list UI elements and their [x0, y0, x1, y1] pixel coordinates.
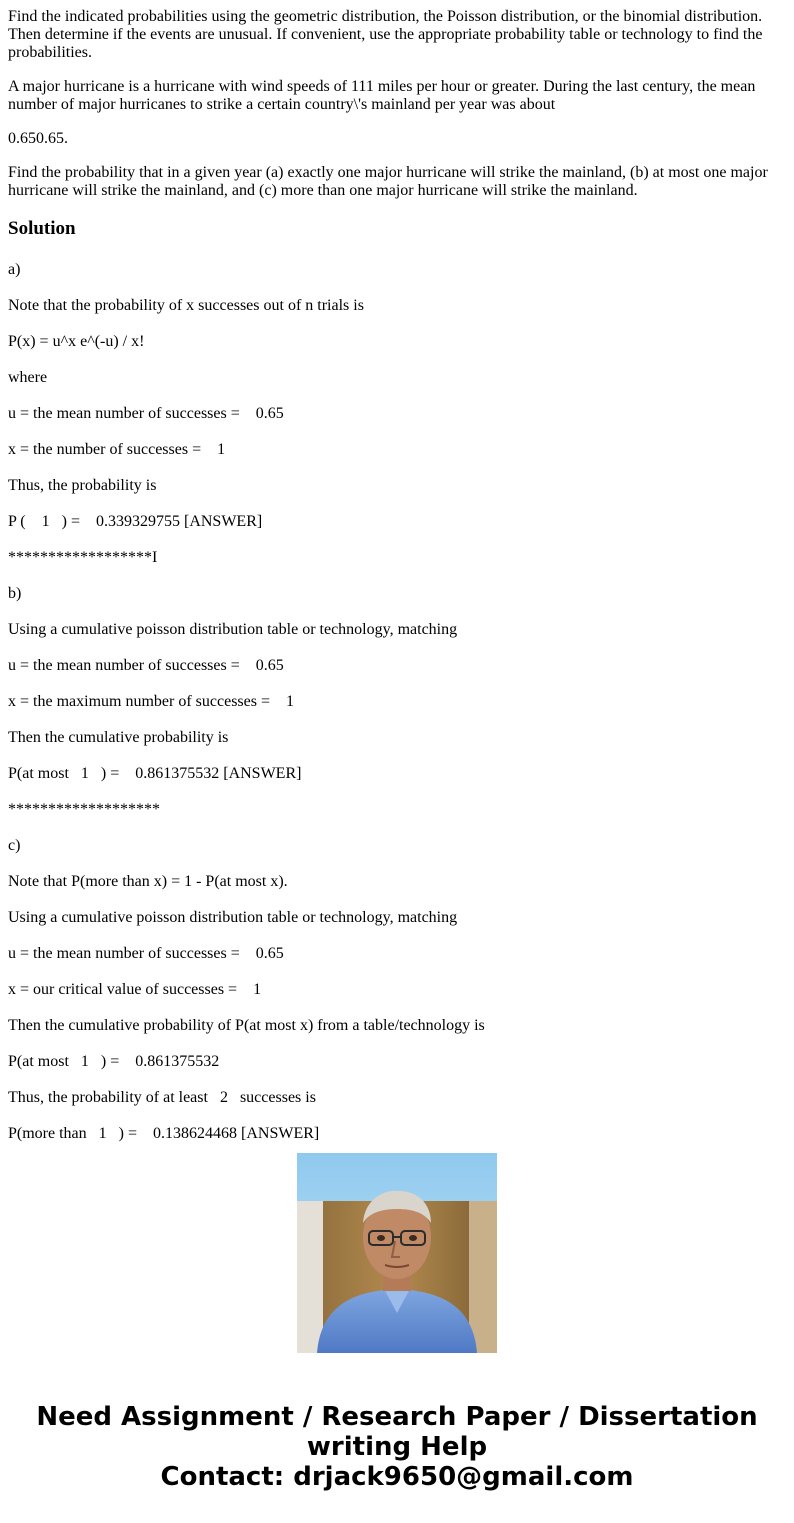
solution-line: Note that P(more than x) = 1 - P(at most x). [8, 873, 288, 890]
author-portrait-image [297, 1153, 497, 1353]
solution-line: P ( 1 ) = 0.339329755 [ANSWER] [8, 513, 263, 530]
footer-contact: Contact: drjack9650@gmail.com [160, 1462, 634, 1492]
solution-line: Thus, the probability of at least 2 successes is [8, 1089, 316, 1106]
solution-line: P(at most 1 ) = 0.861375532 [ANSWER] [8, 765, 302, 782]
solution-line: P(more than 1 ) = 0.138624468 [ANSWER] [8, 1125, 320, 1142]
solution-line: where [8, 369, 48, 386]
solution-line: a) [8, 261, 21, 278]
solution-line: c) [8, 837, 21, 854]
solution-line: Using a cumulative poisson distribution table or technology, matching [8, 621, 458, 638]
solution-line: P(x) = u^x e^(-u) / x! [8, 333, 145, 350]
solution-separator: ******************I [8, 549, 158, 566]
solution-line: Then the cumulative probability is [8, 729, 229, 746]
footer-banner [0, 1402, 794, 1492]
question-intro: Find the indicated probabilities using the geometric distribution, the Poisson distribution, or the binomial distribution. Then determine if the events are unusual. If convenient, use the appropriate probability table or technology to find the probabilities. [8, 8, 767, 61]
solution-line: Then the cumulative probability of P(at most x) from a table/technology is [8, 1017, 485, 1034]
footer-line-2: writing Help [306, 1432, 488, 1462]
solution-line: Note that the probability of x successes out of n trials is [8, 297, 364, 314]
author-avatar [297, 1153, 497, 1353]
solution-line: P(at most 1 ) = 0.861375532 [8, 1053, 220, 1070]
solution-heading: Solution [8, 218, 76, 239]
solution-separator: ******************* [8, 801, 160, 818]
solution-line: x = the number of successes = 1 [8, 441, 226, 458]
solution-line: x = the maximum number of successes = 1 [8, 693, 294, 710]
question-value: 0.650.65. [8, 130, 68, 147]
solution-line: u = the mean number of successes = 0.65 [8, 945, 284, 962]
solution-line: x = our critical value of successes = 1 [8, 981, 262, 998]
question-task: Find the probability that in a given year (a) exactly one major hurricane will strike the mainland, (b) at most one major hurricane will strike the mainland, and (c) more than one major hurricane will strike the mainland. [8, 164, 772, 199]
document-body [8, 0, 784, 1142]
solution-line: Using a cumulative poisson distribution table or technology, matching [8, 909, 458, 926]
footer-line-1: Need Assignment / Research Paper / Dissertation [36, 1402, 758, 1432]
solution-line: u = the mean number of successes = 0.65 [8, 657, 284, 674]
solution-line: Thus, the probability is [8, 477, 157, 494]
solution-body [8, 260, 784, 1144]
question-scenario: A major hurricane is a hurricane with wind speeds of 111 miles per hour or greater. During the last century, the mean number of major hurricanes to strike a certain country\'s mainland per year was about [8, 78, 760, 113]
solution-line: b) [8, 585, 22, 602]
solution-line: u = the mean number of successes = 0.65 [8, 405, 284, 422]
